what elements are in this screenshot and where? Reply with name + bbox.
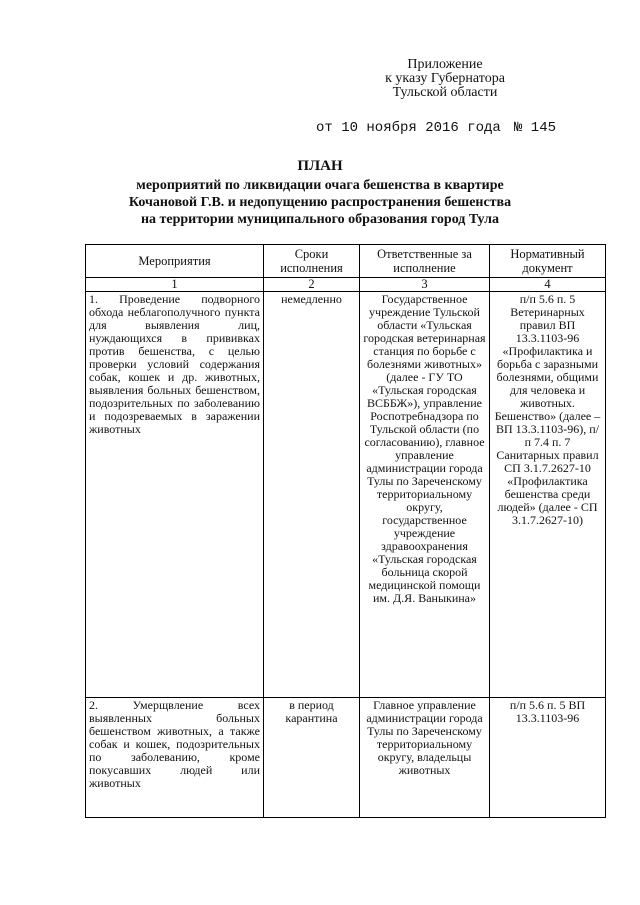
- title-main: ПЛАН: [297, 158, 343, 174]
- row-activity: 1. Проведение подворного обхода неблагополучного пункта для выявления лиц, нуждающихся в прививках против бешенства, с целью проверки условий содержания собак, кошек и др. животных, выявления больных бешенством, подозрительных по заболеванию и подозреваемых в заражении животных: [86, 292, 264, 698]
- appendix-line-2: к указу Губернатора: [385, 71, 505, 86]
- header-document: Нормативный документ: [490, 245, 606, 278]
- row-document: п/п 5.6 п. 5 Ветеринарных правил ВП 13.3.1103-96 «Профилактика и борьба с заразными болезнями, общими для человека и животных. Бешенство» (далее – ВП 13.3.1103-96), п/п 7.4 п. 7 Санитарных правил СП 3.1.7.2627-10 «Профилактика бешенства среди людей» (далее - СП 3.1.7.2627-10): [490, 292, 606, 698]
- header-responsible: Ответственные за исполнение: [360, 245, 490, 278]
- column-number: 3: [360, 278, 490, 292]
- appendix-block: [340, 58, 550, 100]
- plan-table: [85, 244, 606, 818]
- table-row: [86, 292, 606, 698]
- row-responsible: Государственное учреждение Тульской области «Тульская городская ветеринарная станция по борьбе с болезнями животных» (далее - ГУ ТО «Тульская городская ВСББЖ»), управление Роспотребнадзора по Тульской области (по согласованию), главное управление администрации города Тулы по Зареченскому территориальному округу, государственное учреждение здравоохранения «Тульская городская больница скорой медицинской помощи им. Д.Я. Ваныкина»: [360, 292, 490, 698]
- column-number: 4: [490, 278, 606, 292]
- document-title: [110, 158, 530, 228]
- decree-date: от 10 ноября 2016 года: [316, 120, 501, 136]
- header-activities: Мероприятия: [86, 245, 264, 278]
- decree-date-line: [316, 120, 557, 136]
- appendix-line-3: Тульской области: [392, 85, 498, 100]
- table-row: [86, 698, 606, 818]
- row-activity: 2. Умерщвление всех выявленных больных бешенством животных, а также собак и кошек, подозрительных по заболеванию, кроме покусавших людей или животных: [86, 698, 264, 818]
- row-deadline: немедленно: [264, 292, 360, 698]
- decree-number: № 145: [514, 120, 557, 136]
- column-number: 2: [264, 278, 360, 292]
- title-line-3: на территории муниципального образования город Тула: [140, 212, 500, 227]
- row-document: п/п 5.6 п. 5 ВП 13.3.1103-96: [490, 698, 606, 818]
- row-deadline: в период карантина: [264, 698, 360, 818]
- row-responsible: Главное управление администрации города Тулы по Зареченскому территориальному округу, владельцы животных: [360, 698, 490, 818]
- column-number-row: [86, 278, 606, 292]
- title-line-1: мероприятий по ликвидации очага бешенства в квартире: [136, 178, 504, 193]
- header-deadlines: Сроки исполнения: [264, 245, 360, 278]
- column-number: 1: [86, 278, 264, 292]
- table-header-row: [86, 245, 606, 278]
- appendix-line-1: Приложение: [407, 57, 483, 72]
- title-line-2: Кочановой Г.В. и недопущению распространения бешенства: [128, 195, 512, 210]
